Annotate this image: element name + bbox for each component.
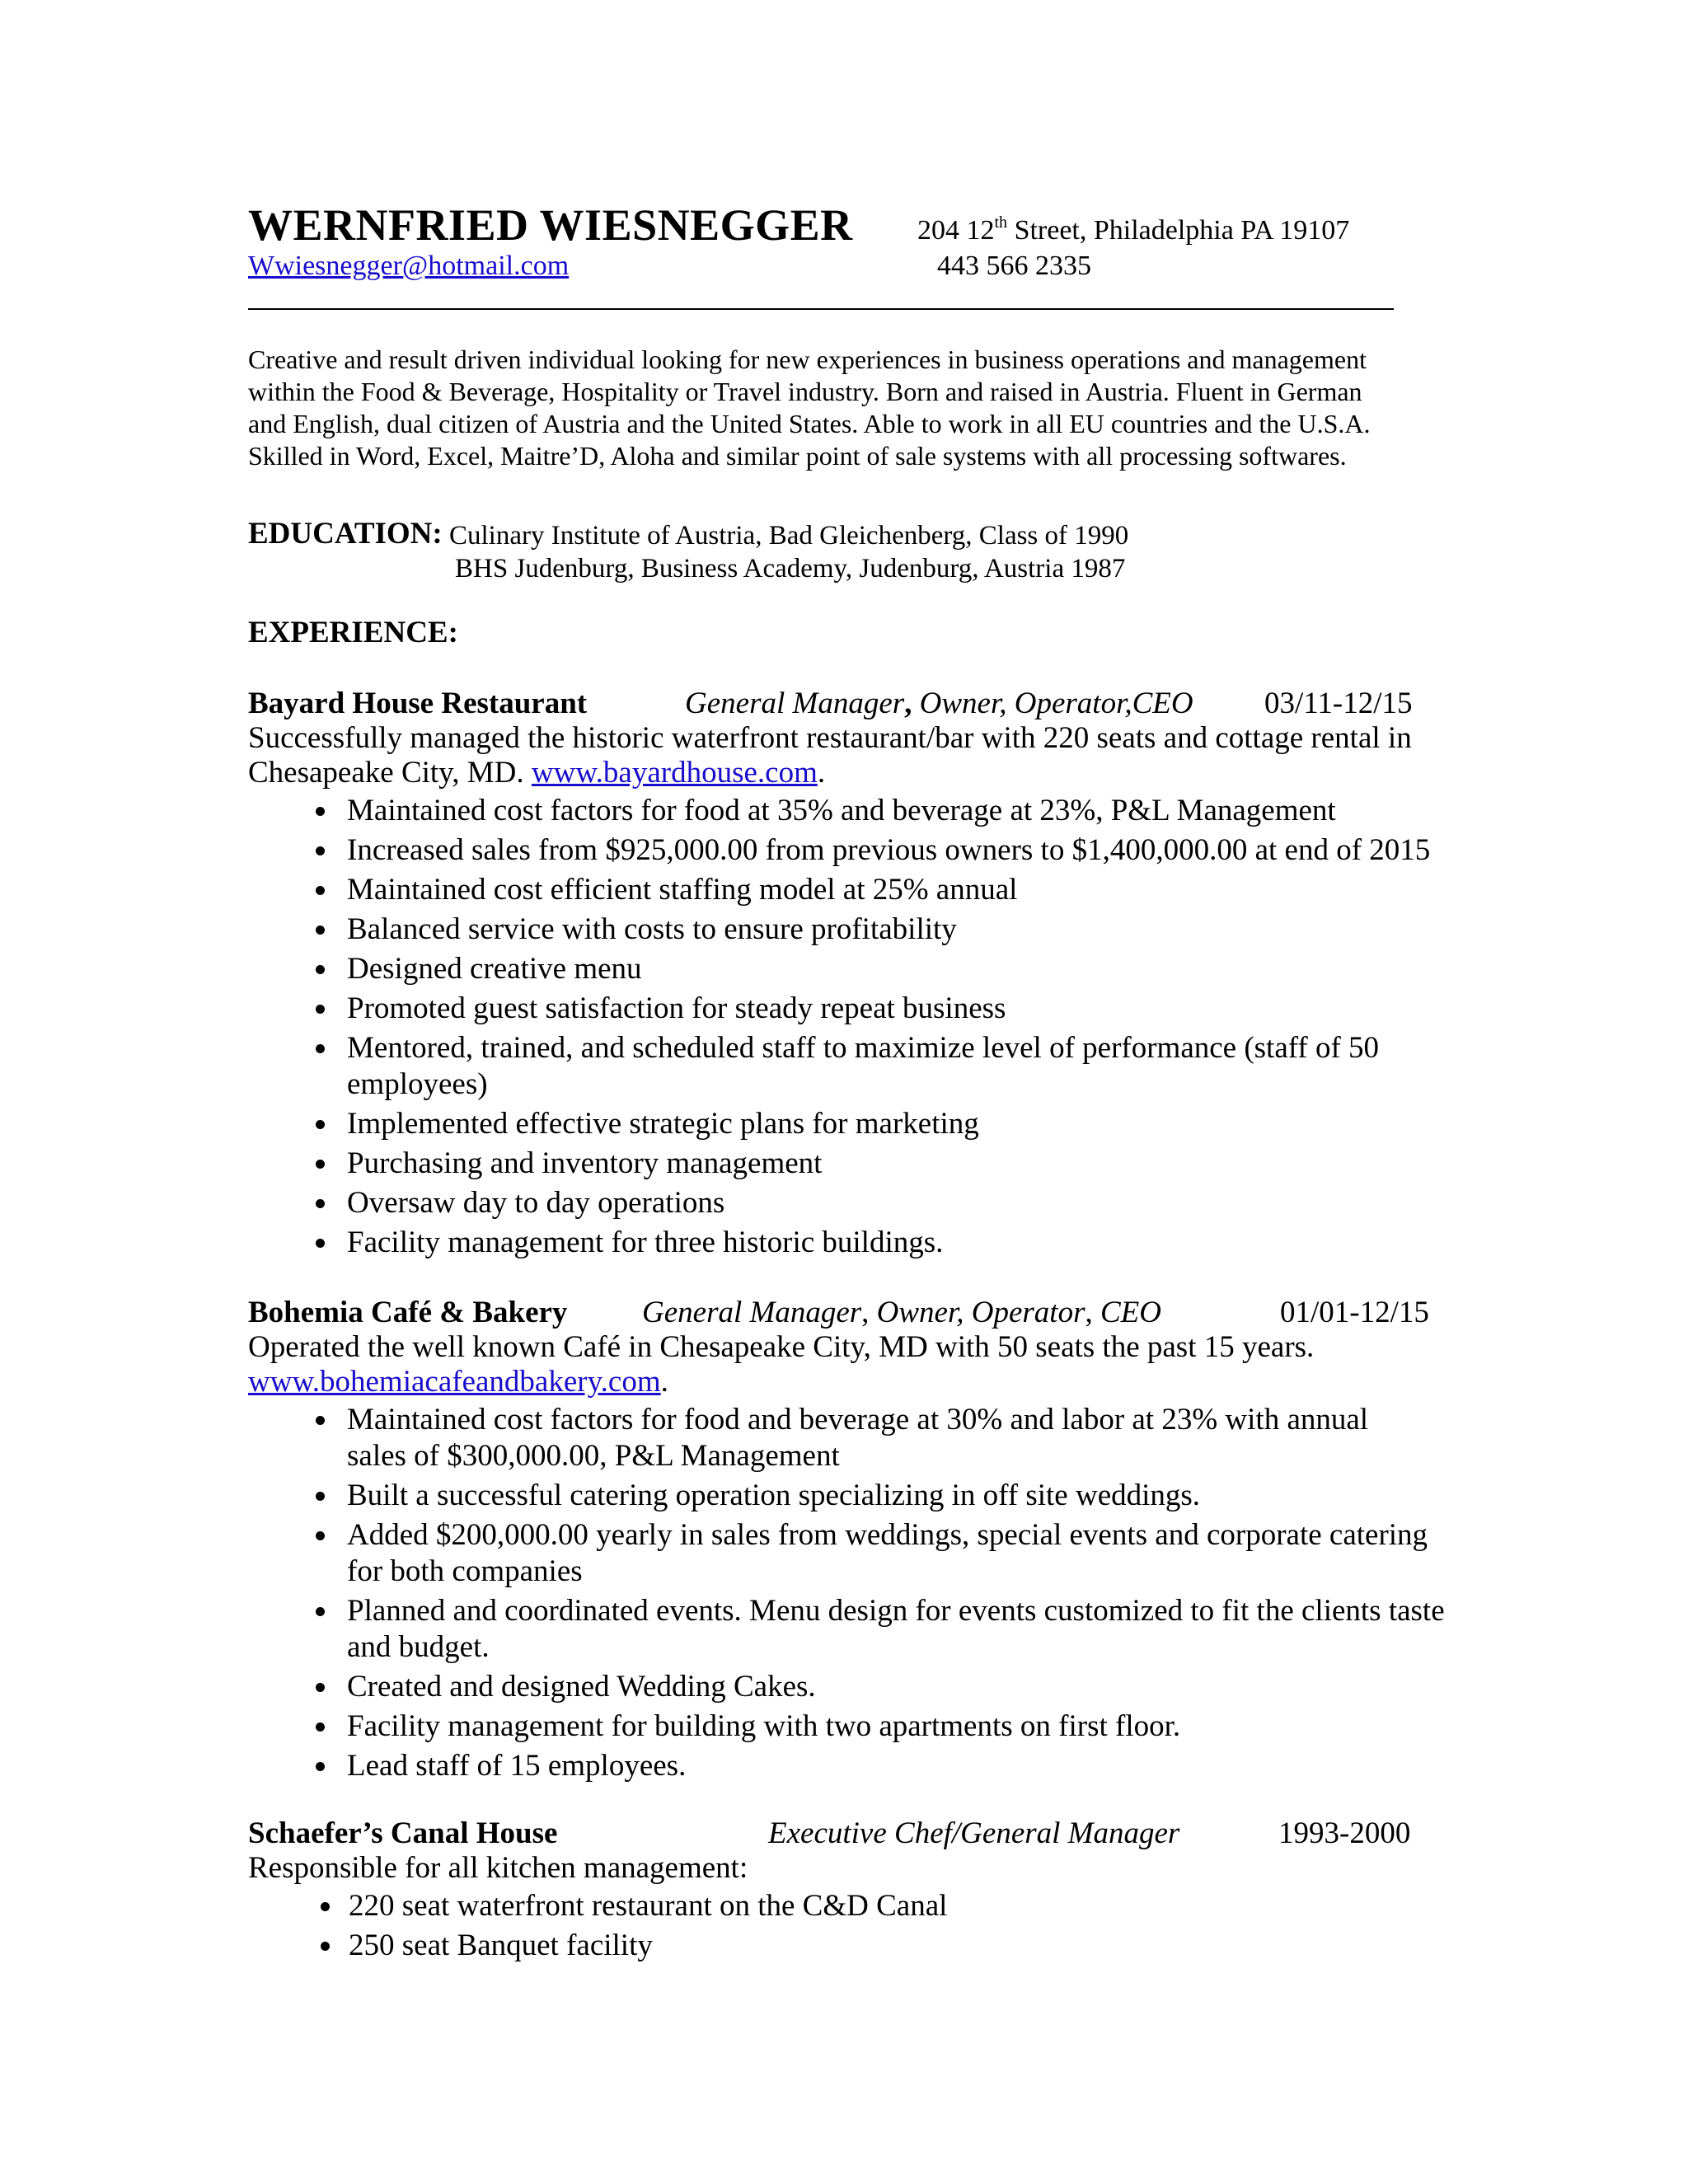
job-title: General Manager, Owner, Operator, CEO (642, 1296, 1161, 1329)
email-link[interactable]: Wwiesnegger@hotmail.com (248, 251, 570, 281)
summary-line: Creative and result driven individual looking for new experiences in business operations and management (248, 344, 1367, 374)
list-item: Added $200,000.00 yearly in sales from weddings, special events and corporate catering for both companies (248, 1517, 1445, 1590)
job-title: General Manager, Owner, Operator,CEO (685, 687, 1193, 720)
bullet-icon (316, 1160, 325, 1169)
job-dates: 03/11-12/15 (1264, 687, 1413, 720)
education-heading: EDUCATION: (248, 517, 443, 551)
job-description: www.bohemiacafeandbakery.com. (248, 1365, 668, 1399)
job-company: Bayard House Restaurant (248, 687, 588, 720)
applicant-name: WERNFRIED WIESNEGGER (248, 200, 853, 250)
phone-number: 443 566 2335 (937, 251, 1091, 281)
bullet-icon (321, 1942, 330, 1951)
bullet-icon (316, 1492, 325, 1501)
bullet-icon (316, 886, 325, 895)
list-item: Mentored, trained, and scheduled staff to maximize level of performance (staff of 50 employees) (248, 1030, 1430, 1103)
job-bullet-list (248, 1888, 947, 1964)
bullet-icon (316, 965, 325, 974)
summary-line: and English, dual citizen of Austria and the United States. Able to work in all EU countries and the U.S.A. (248, 409, 1371, 438)
list-item: 220 seat waterfront restaurant on the C&D Canal (248, 1888, 947, 1924)
bullet-icon (316, 1762, 325, 1771)
list-item: Created and designed Wedding Cakes. (248, 1669, 1445, 1705)
bullet-icon (316, 1416, 325, 1425)
website-link[interactable]: www.bayardhouse.com (531, 756, 818, 790)
bullet-icon (316, 926, 325, 935)
bullet-icon (316, 1199, 325, 1208)
summary-line: within the Food & Beverage, Hospitality or Travel industry. Born and raised in Austria. Fluent in German (248, 377, 1362, 406)
bullet-icon (316, 846, 325, 855)
list-item: Maintained cost factors for food and beverage at 30% and labor at 23% with annual sales of $300,000.00, P&L Management (248, 1402, 1445, 1474)
job-company: Schaefer’s Canal House (248, 1816, 558, 1850)
education-entry-2: BHS Judenburg, Business Academy, Judenburg, Austria 1987 (455, 554, 1126, 583)
list-item: Facility management for building with two apartments on first floor. (248, 1708, 1445, 1745)
job-description: Chesapeake City, MD. www.bayardhouse.com. (248, 756, 826, 790)
list-item: Built a successful catering operation specializing in off site weddings. (248, 1478, 1445, 1514)
list-item: Designed creative menu (248, 951, 1430, 987)
bullet-icon (316, 1044, 325, 1053)
experience-heading: EXPERIENCE: (248, 616, 458, 649)
education-entry-1: Culinary Institute of Austria, Bad Gleichenberg, Class of 1990 (449, 521, 1129, 551)
list-item: Lead staff of 15 employees. (248, 1748, 1445, 1784)
bullet-icon (316, 1005, 325, 1014)
list-item: Promoted guest satisfaction for steady repeat business (248, 991, 1430, 1027)
bullet-icon (321, 1902, 330, 1911)
job-dates: 1993-2000 (1278, 1816, 1411, 1850)
list-item: Planned and coordinated events. Menu design for events customized to fit the clients taste and budget. (248, 1593, 1445, 1666)
job-description: Operated the well known Café in Chesapeake City, MD with 50 seats the past 15 years. (248, 1330, 1315, 1364)
bullet-icon (316, 807, 325, 816)
bullet-icon (316, 1607, 325, 1616)
list-item: Implemented effective strategic plans for marketing (248, 1106, 1430, 1142)
list-item: Oversaw day to day operations (248, 1185, 1430, 1221)
address: 204 12th Street, Philadelphia PA 19107 (917, 213, 1350, 246)
bullet-icon (316, 1531, 325, 1540)
header-divider (248, 308, 1394, 310)
summary-paragraph (248, 344, 1451, 472)
job-company: Bohemia Café & Bakery (248, 1296, 568, 1329)
bullet-icon (316, 1239, 325, 1248)
list-item: Balanced service with costs to ensure profitability (248, 912, 1430, 948)
list-item: Maintained cost efficient staffing model at 25% annual (248, 872, 1430, 908)
job-title: Executive Chef/General Manager (768, 1816, 1180, 1850)
bullet-icon (316, 1120, 325, 1129)
job-dates: 01/01-12/15 (1280, 1296, 1429, 1329)
list-item: Increased sales from $925,000.00 from previous owners to $1,400,000.00 at end of 2015 (248, 832, 1430, 869)
list-item: Maintained cost factors for food at 35% and beverage at 23%, P&L Management (248, 793, 1430, 829)
job-description: Successfully managed the historic waterfront restaurant/bar with 220 seats and cottage rental in (248, 721, 1412, 755)
website-link[interactable]: www.bohemiacafeandbakery.com (248, 1365, 661, 1399)
bullet-icon (316, 1683, 325, 1692)
list-item: 250 seat Banquet facility (248, 1928, 947, 1964)
list-item: Purchasing and inventory management (248, 1146, 1430, 1182)
list-item: Facility management for three historic buildings. (248, 1225, 1430, 1261)
summary-line: Skilled in Word, Excel, Maitre’D, Aloha and similar point of sale systems with all processing softwares. (248, 441, 1347, 471)
job-bullet-list (248, 1402, 1445, 1784)
bullet-icon (316, 1722, 325, 1732)
job-bullet-list (248, 793, 1430, 1261)
job-description: Responsible for all kitchen management: (248, 1851, 748, 1885)
